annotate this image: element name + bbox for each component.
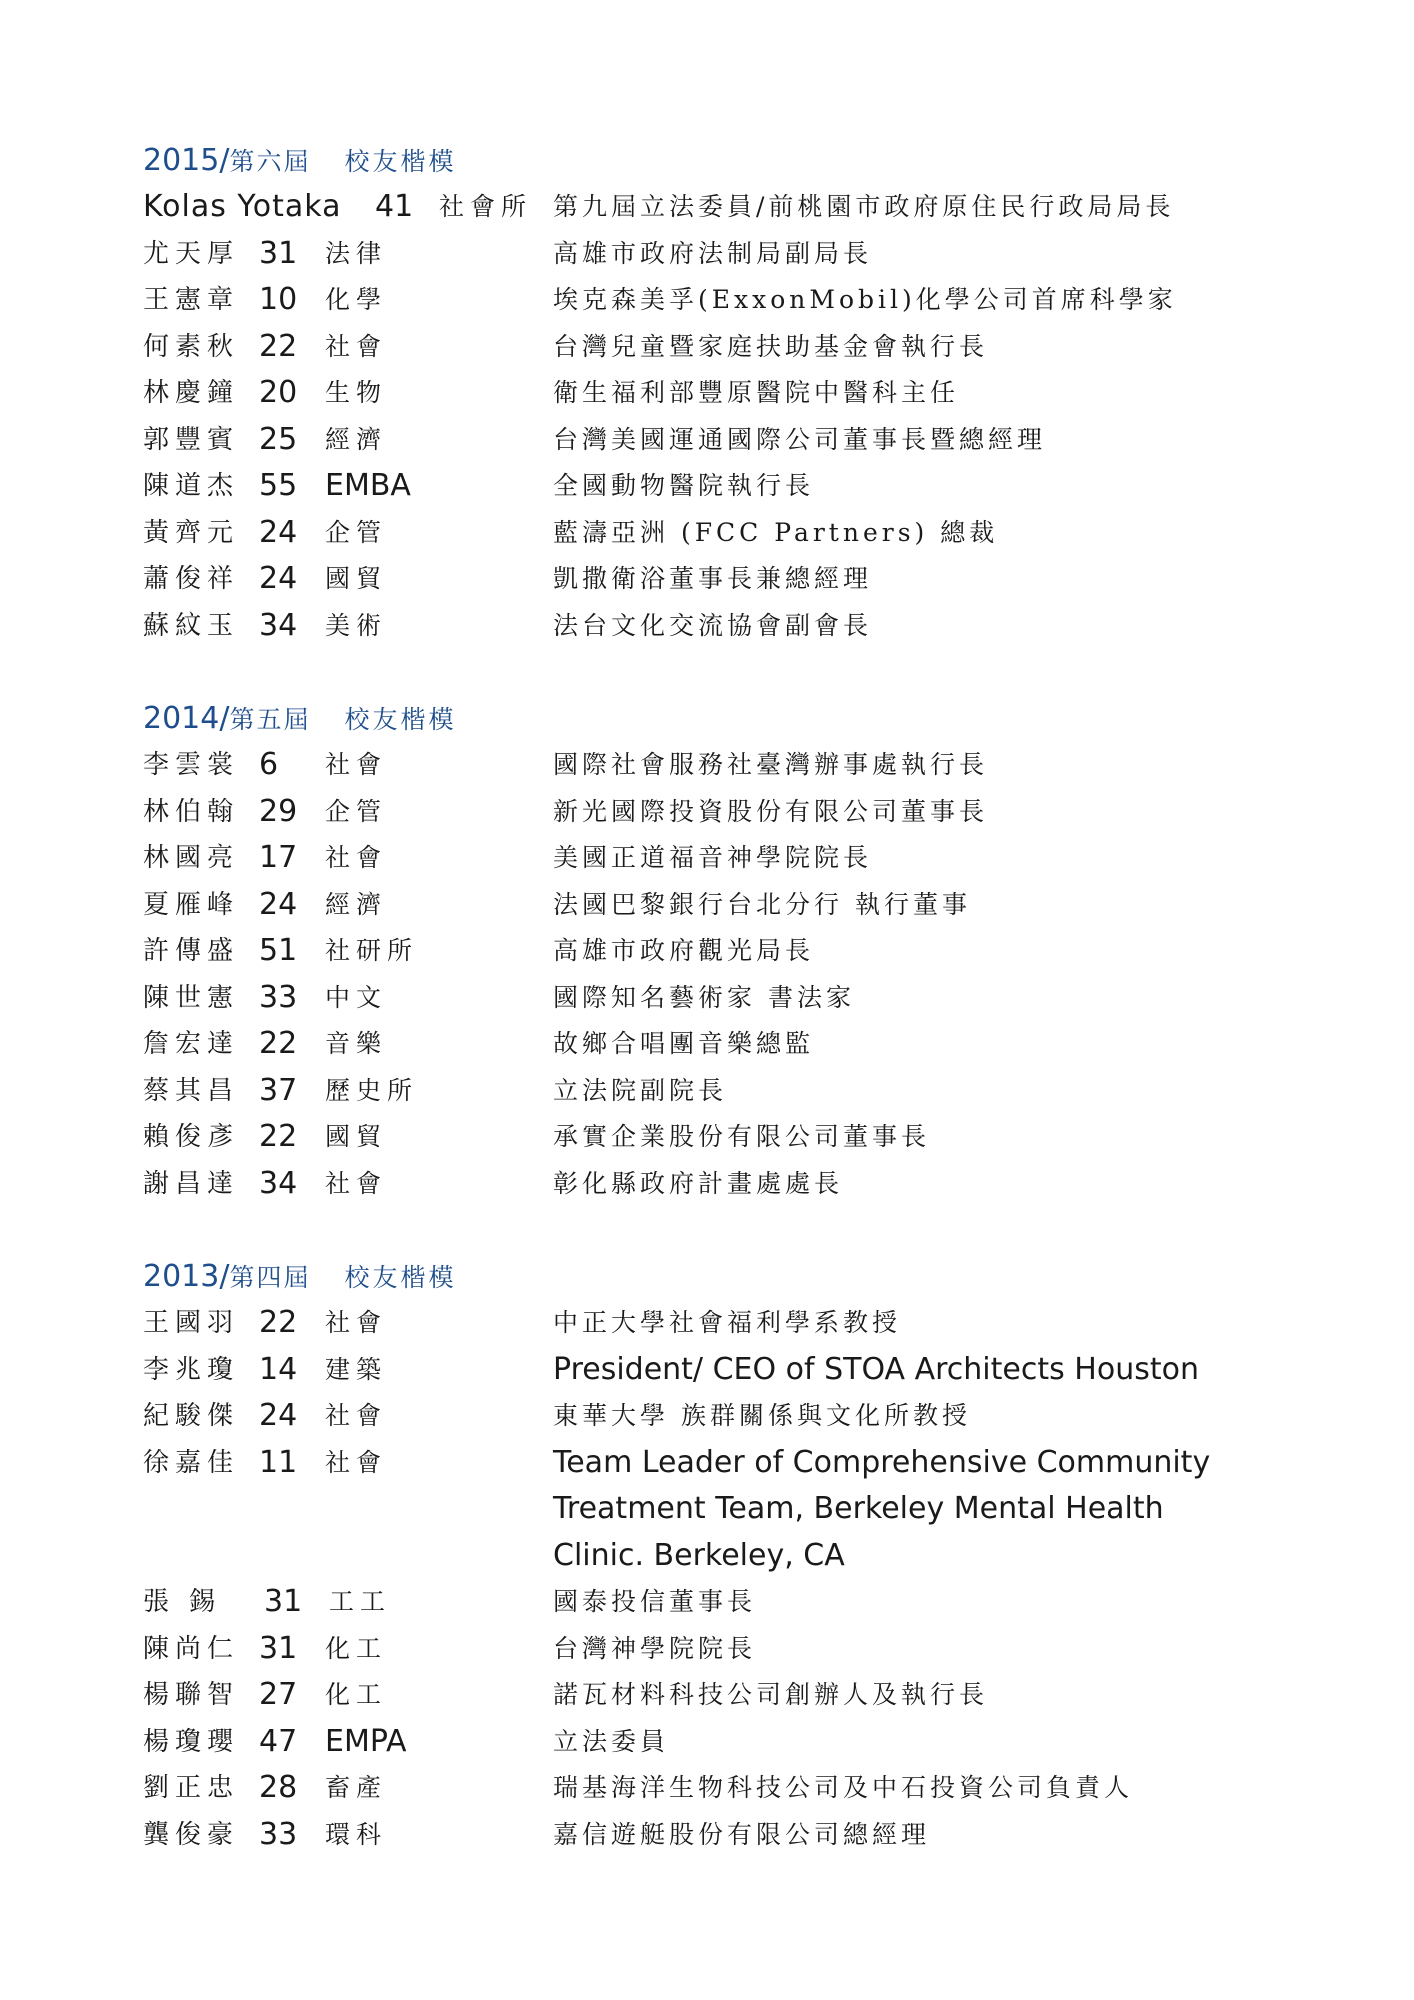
alumni-row — [143, 510, 1343, 557]
alumni-name: 劉正忠 — [143, 1773, 240, 1803]
alumni-name: 蔡其昌 — [143, 1075, 240, 1106]
alumni-name: Kolas Yotaka — [143, 189, 342, 224]
alumni-grade: 28 — [259, 1770, 298, 1805]
alumni-description: 高雄市政府觀光局長 — [553, 936, 815, 965]
alumni-description: 台灣神學院院長 — [553, 1633, 757, 1663]
alumni-grade: 22 — [259, 1305, 298, 1340]
alumni-description: 承實企業股份有限公司董事長 — [553, 1122, 931, 1151]
alumni-description: 立法委員 — [553, 1726, 670, 1756]
alumni-name: 許傳盛 — [143, 936, 240, 966]
alumni-description: 中正大學社會福利學系教授 — [553, 1308, 902, 1337]
alumni-name: 龔俊豪 — [143, 1819, 240, 1850]
alumni-grade: 6 — [259, 747, 279, 782]
section-title: 校友楷模 — [344, 147, 457, 176]
alumni-dept: 社會 — [325, 750, 388, 779]
alumni-name: 張 錫 — [143, 1587, 222, 1617]
alumni-dept: 企管 — [325, 796, 388, 826]
section-term: 第五屆 — [229, 705, 311, 734]
alumni-name: 蕭俊祥 — [143, 564, 240, 594]
alumni-row — [143, 1161, 1343, 1208]
alumni-grade: 11 — [259, 1444, 298, 1480]
alumni-description: 全國動物醫院執行長 — [553, 471, 815, 500]
alumni-name: 夏雁峰 — [143, 889, 240, 920]
alumni-dept: 工工 — [329, 1587, 392, 1616]
alumni-grade: 10 — [259, 282, 298, 317]
alumni-description: 法台文化交流協會副會長 — [553, 610, 873, 640]
alumni-name: 郭豐賓 — [143, 424, 240, 455]
alumni-dept: 社會 — [325, 1168, 388, 1198]
section-year: 2015/ — [143, 143, 230, 178]
alumni-dept: 經濟 — [325, 424, 388, 454]
section-heading — [143, 696, 1343, 742]
alumni-row — [143, 1672, 1343, 1719]
alumni-row — [143, 1114, 1343, 1161]
alumni-name: 何素秋 — [143, 331, 240, 362]
alumni-grade: 41 — [375, 189, 414, 224]
alumni-dept: 社會 — [325, 1308, 388, 1337]
alumni-grade: 29 — [259, 793, 298, 829]
alumni-grade: 20 — [259, 375, 298, 410]
alumni-row — [143, 556, 1343, 603]
alumni-name: 詹宏達 — [143, 1029, 240, 1059]
section-year: 2014/ — [143, 701, 230, 736]
alumni-row — [143, 1300, 1343, 1347]
alumni-description: 台灣兒童暨家庭扶助基金會執行長 — [553, 331, 989, 361]
alumni-dept: 社會 — [325, 1401, 388, 1430]
alumni-row — [143, 1021, 1343, 1068]
section-heading — [143, 1254, 1343, 1300]
alumni-description: President/ CEO of STOA Architects Houston — [553, 1351, 1199, 1387]
alumni-grade: 24 — [259, 561, 298, 596]
alumni-grade: 17 — [259, 840, 298, 875]
alumni-name: 賴俊彥 — [143, 1122, 240, 1152]
alumni-grade: 34 — [259, 1165, 298, 1201]
alumni-dept: 法律 — [325, 238, 388, 268]
alumni-dept: 畜產 — [325, 1773, 388, 1802]
alumni-row — [143, 277, 1343, 324]
section-term: 第四屆 — [229, 1263, 311, 1292]
alumni-description: 法國巴黎銀行台北分行 執行董事 — [553, 889, 971, 919]
alumni-dept: 社研所 — [325, 936, 419, 965]
alumni-row — [143, 417, 1343, 464]
alumni-grade: 34 — [259, 607, 298, 643]
alumni-dept: EMBA — [325, 468, 411, 503]
alumni-row — [143, 603, 1343, 650]
alumni-dept: 中文 — [325, 982, 388, 1012]
alumni-row — [143, 231, 1343, 278]
alumni-row — [143, 835, 1343, 882]
alumni-name: 林慶鐘 — [143, 378, 240, 408]
alumni-grade: 24 — [259, 514, 298, 550]
alumni-row — [143, 370, 1343, 417]
alumni-grade: 33 — [259, 979, 298, 1015]
alumni-dept: 歷史所 — [325, 1075, 419, 1105]
alumni-dept: 國貿 — [325, 564, 388, 593]
alumni-name: 蘇紋玉 — [143, 610, 240, 641]
alumni-row — [143, 1812, 1343, 1859]
alumni-name: 王國羽 — [143, 1308, 240, 1338]
alumni-row — [143, 975, 1343, 1022]
alumni-description: 諾瓦材料科技公司創辦人及執行長 — [553, 1680, 989, 1709]
section-2014 — [143, 696, 1343, 1207]
alumni-name: 徐嘉佳 — [143, 1447, 240, 1478]
alumni-name: 楊瓊瓔 — [143, 1726, 240, 1757]
section-title: 校友楷模 — [344, 705, 457, 734]
alumni-description: 瑞基海洋生物科技公司及中石投資公司負責人 — [553, 1773, 1134, 1802]
alumni-description: 國際社會服務社臺灣辦事處執行長 — [553, 750, 989, 779]
alumni-row — [143, 324, 1343, 371]
alumni-name: 尤天厚 — [143, 238, 240, 269]
alumni-name: 陳道杰 — [143, 471, 240, 501]
section-2015 — [143, 138, 1343, 649]
alumni-name: 林伯翰 — [143, 796, 240, 827]
alumni-grade: 51 — [259, 933, 298, 968]
alumni-grade: 24 — [259, 1398, 298, 1433]
alumni-grade: 31 — [264, 1584, 303, 1619]
alumni-dept: 國貿 — [325, 1122, 388, 1151]
alumni-row — [143, 1579, 1343, 1626]
alumni-dept: 企管 — [325, 517, 388, 547]
alumni-dept: 環科 — [325, 1819, 388, 1849]
alumni-dept: 化工 — [325, 1633, 388, 1663]
alumni-description: 東華大學 族群關係與文化所教授 — [553, 1401, 971, 1430]
alumni-row — [143, 1347, 1343, 1394]
alumni-dept: EMPA — [325, 1723, 407, 1759]
section-year: 2013/ — [143, 1259, 230, 1294]
alumni-name: 黃齊元 — [143, 517, 240, 548]
section-term: 第六屆 — [229, 147, 311, 176]
alumni-description: 埃克森美孚(ExxonMobil)化學公司首席科學家 — [553, 285, 1177, 314]
alumni-description: 凱撒衛浴董事長兼總經理 — [553, 564, 873, 593]
alumni-name: 紀駿傑 — [143, 1401, 240, 1431]
alumni-dept: 社會所 — [439, 192, 533, 221]
alumni-description: 美國正道福音神學院院長 — [553, 843, 873, 872]
alumni-description: 衛生福利部豐原醫院中醫科主任 — [553, 378, 960, 407]
alumni-row — [143, 463, 1343, 510]
alumni-name: 楊聯智 — [143, 1680, 240, 1710]
alumni-dept: 建築 — [325, 1354, 388, 1384]
alumni-description: 藍濤亞洲 (FCC Partners) 總裁 — [553, 517, 999, 547]
alumni-name: 陳世憲 — [143, 982, 240, 1013]
alumni-name: 謝昌達 — [143, 1168, 240, 1199]
section-2013 — [143, 1254, 1343, 1858]
alumni-description: 台灣美國運通國際公司董事長暨總經理 — [553, 424, 1047, 454]
alumni-dept: 社會 — [325, 1447, 388, 1477]
alumni-description: Team Leader of Comprehensive Community Treatment Team, Berkeley Mental Health Clinic. Berkeley, CA — [553, 1444, 1211, 1573]
alumni-grade: 31 — [259, 235, 298, 271]
alumni-grade: 14 — [259, 1351, 298, 1387]
alumni-row — [143, 184, 1343, 231]
alumni-description: 新光國際投資股份有限公司董事長 — [553, 796, 989, 826]
alumni-description: 第九屆立法委員/前桃園市政府原住民行政局局長 — [553, 192, 1175, 221]
alumni-grade: 55 — [259, 468, 298, 503]
alumni-name: 王憲章 — [143, 285, 240, 315]
alumni-description: 高雄市政府法制局副局長 — [553, 238, 873, 268]
alumni-grade: 31 — [259, 1630, 298, 1666]
alumni-dept: 社會 — [325, 331, 388, 361]
alumni-row — [143, 742, 1343, 789]
alumni-description: 故鄉合唱團音樂總監 — [553, 1029, 815, 1058]
alumni-grade: 22 — [259, 328, 298, 364]
alumni-row — [143, 1719, 1343, 1766]
alumni-row — [143, 1068, 1343, 1115]
section-heading — [143, 138, 1343, 184]
alumni-grade: 27 — [259, 1677, 298, 1712]
alumni-row — [143, 1765, 1343, 1812]
alumni-row — [143, 882, 1343, 929]
alumni-row — [143, 1393, 1343, 1440]
alumni-description: 國泰投信董事長 — [553, 1587, 757, 1616]
alumni-description: 嘉信遊艇股份有限公司總經理 — [553, 1819, 931, 1849]
alumni-grade: 47 — [259, 1723, 298, 1759]
alumni-name: 李兆瓊 — [143, 1354, 240, 1385]
alumni-name: 林國亮 — [143, 843, 240, 873]
alumni-grade: 22 — [259, 1026, 298, 1061]
alumni-row — [143, 789, 1343, 836]
alumni-dept: 生物 — [325, 378, 388, 407]
alumni-description: 立法院副院長 — [553, 1075, 728, 1105]
alumni-dept: 社會 — [325, 843, 388, 872]
alumni-description: 國際知名藝術家 書法家 — [553, 982, 855, 1012]
alumni-grade: 33 — [259, 1816, 298, 1852]
alumni-dept: 音樂 — [325, 1029, 388, 1058]
alumni-row — [143, 1440, 1343, 1580]
alumni-dept: 美術 — [325, 610, 388, 640]
alumni-grade: 22 — [259, 1119, 298, 1154]
alumni-grade: 24 — [259, 886, 298, 922]
alumni-dept: 經濟 — [325, 889, 388, 919]
alumni-grade: 37 — [259, 1072, 298, 1108]
alumni-dept: 化學 — [325, 285, 388, 314]
alumni-row — [143, 1626, 1343, 1673]
alumni-row — [143, 928, 1343, 975]
alumni-name: 李雲裳 — [143, 750, 240, 780]
alumni-name: 陳尚仁 — [143, 1633, 240, 1664]
section-title: 校友楷模 — [344, 1263, 457, 1292]
alumni-description: 彰化縣政府計畫處處長 — [553, 1168, 844, 1198]
alumni-grade: 25 — [259, 421, 298, 457]
alumni-dept: 化工 — [325, 1680, 388, 1709]
